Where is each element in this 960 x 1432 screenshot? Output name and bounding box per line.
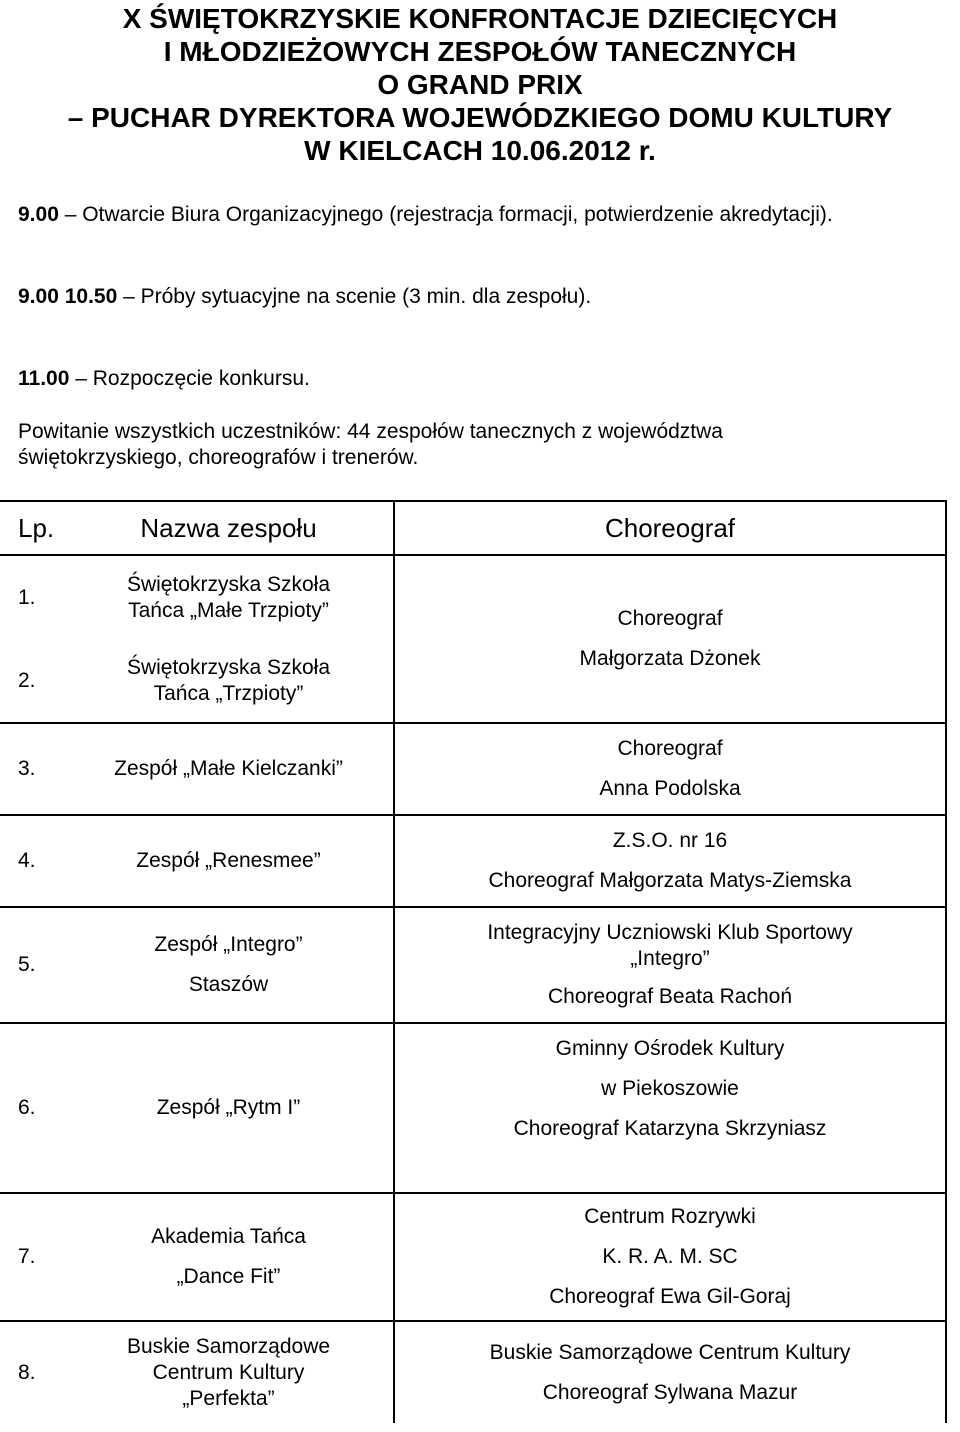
welcome-line-2: świętokrzyskiego, choreografów i trenerów. xyxy=(18,446,419,469)
ensemble-name-line: Centrum Kultury xyxy=(152,1360,305,1384)
schedule-text: – Próby sytuacyjne na scenie (3 min. dla zespołu). xyxy=(117,285,592,308)
choreographer-line: Choreograf Sylwana Mazur xyxy=(542,1380,798,1404)
ensemble-name xyxy=(64,907,394,1023)
row-number: 1. xyxy=(0,555,64,639)
choreographer-line: K. R. A. M. SC xyxy=(602,1245,738,1268)
ensemble-name xyxy=(64,639,394,723)
ensemble-name xyxy=(64,555,394,639)
choreographer-line: Choreograf Katarzyna Skrzyniasz xyxy=(513,1117,827,1140)
table-row xyxy=(0,555,946,639)
title-line-5: W KIELCACH 10.06.2012 r. xyxy=(304,135,656,166)
choreographer-line: Choreograf xyxy=(617,737,723,760)
welcome-line-1: Powitanie wszystkich uczestników: 44 zespołów tanecznych z województwa xyxy=(18,420,723,443)
header-choreo: Choreograf xyxy=(394,501,946,555)
row-number: 2. xyxy=(0,639,64,723)
row-number: 6. xyxy=(0,1023,64,1193)
ensemble-name-line: Zespół „Integro” xyxy=(154,933,303,956)
ensemble-name-line: Świętokrzyska Szkoła xyxy=(126,655,331,679)
choreographer-line: Z.S.O. nr 16 xyxy=(612,829,728,852)
choreographer-line: Choreograf Małgorzata Matys-Ziemska xyxy=(488,869,852,892)
choreographer-line: Buskie Samorządowe Centrum Kultury xyxy=(489,1340,851,1364)
ensemble-name xyxy=(64,1321,394,1423)
ensemble-name-line: Akademia Tańca xyxy=(151,1225,306,1248)
title-line-3: O GRAND PRIX xyxy=(377,69,583,100)
welcome-text xyxy=(18,419,723,471)
ensemble-name-line: Staszów xyxy=(188,973,269,996)
ensemble-name-line: Tańca „Małe Trzpioty” xyxy=(128,598,329,622)
table-row xyxy=(0,1023,946,1193)
table-row xyxy=(0,907,946,1023)
row-number: 7. xyxy=(0,1193,64,1321)
table-row xyxy=(0,815,946,907)
ensemble-name xyxy=(64,1193,394,1321)
ensemble-name-line: Buskie Samorządowe xyxy=(126,1334,331,1358)
ensemble-name-line: „Perfekta” xyxy=(182,1386,275,1410)
choreographer-cell xyxy=(394,815,946,907)
ensemble-name-line: Świętokrzyska Szkoła xyxy=(126,572,331,596)
title-line-4: – PUCHAR DYREKTORA WOJEWÓDZKIEGO DOMU KULTURY xyxy=(67,102,893,133)
ensemble-name-line: Tańca „Trzpioty” xyxy=(153,681,304,705)
ensemble-name: Zespół „Renesmee” xyxy=(64,815,394,907)
ensemble-name-line: „Dance Fit” xyxy=(176,1265,281,1288)
document-title xyxy=(0,2,960,167)
title-line-2: I MŁODZIEŻOWYCH ZESPOŁÓW TANECZNYCH xyxy=(163,36,797,67)
title-line-1: X ŚWIĘTOKRZYSKIE KONFRONTACJE DZIECIĘCYCH xyxy=(122,3,838,34)
schedule-item-3 xyxy=(18,366,310,392)
choreographer-cell xyxy=(394,1023,946,1193)
schedule-time: 11.00 xyxy=(18,367,70,390)
choreographer-cell xyxy=(394,1193,946,1321)
choreographer-cell xyxy=(394,1321,946,1423)
choreographer-line: w Piekoszowie xyxy=(601,1077,739,1100)
choreographer-line: „Integro” xyxy=(630,947,710,970)
ensemble-name: Zespół „Rytm I” xyxy=(64,1023,394,1193)
schedule-time: 9.00 xyxy=(18,203,59,226)
schedule-item-1 xyxy=(18,202,833,228)
choreographer-line: Choreograf Ewa Gil-Goraj xyxy=(549,1285,791,1308)
choreographer-line: Choreograf Beata Rachoń xyxy=(548,985,792,1008)
choreographer-line: Anna Podolska xyxy=(599,777,741,800)
row-number: 8. xyxy=(0,1321,64,1423)
table-row xyxy=(0,723,946,815)
choreographer-line: Małgorzata Dżonek xyxy=(579,647,761,670)
ensemble-name: Zespół „Małe Kielczanki” xyxy=(64,723,394,815)
schedule-time: 9.00 10.50 xyxy=(18,285,118,308)
schedule-item-2 xyxy=(18,284,591,310)
choreographer-cell xyxy=(394,723,946,815)
choreographer-line: Centrum Rozrywki xyxy=(584,1205,756,1228)
ensembles-table xyxy=(0,500,947,1423)
row-number: 3. xyxy=(0,723,64,815)
schedule-text: – Otwarcie Biura Organizacyjnego (rejestracja formacji, potwierdzenie akredytacji). xyxy=(58,203,833,226)
choreographer-line: Choreograf xyxy=(617,607,723,630)
table-row xyxy=(0,1193,946,1321)
choreographer-cell xyxy=(394,555,946,723)
table-row xyxy=(0,1321,946,1423)
table-header-row xyxy=(0,501,946,555)
choreographer-cell xyxy=(394,907,946,1023)
choreographer-line: Gminny Ośrodek Kultury xyxy=(555,1037,785,1060)
schedule-text: – Rozpoczęcie konkursu. xyxy=(69,367,310,390)
choreographer-line: Integracyjny Uczniowski Klub Sportowy xyxy=(487,921,853,944)
row-number: 4. xyxy=(0,815,64,907)
header-lp: Lp. xyxy=(0,501,64,555)
row-number: 5. xyxy=(0,907,64,1023)
header-name: Nazwa zespołu xyxy=(64,501,394,555)
